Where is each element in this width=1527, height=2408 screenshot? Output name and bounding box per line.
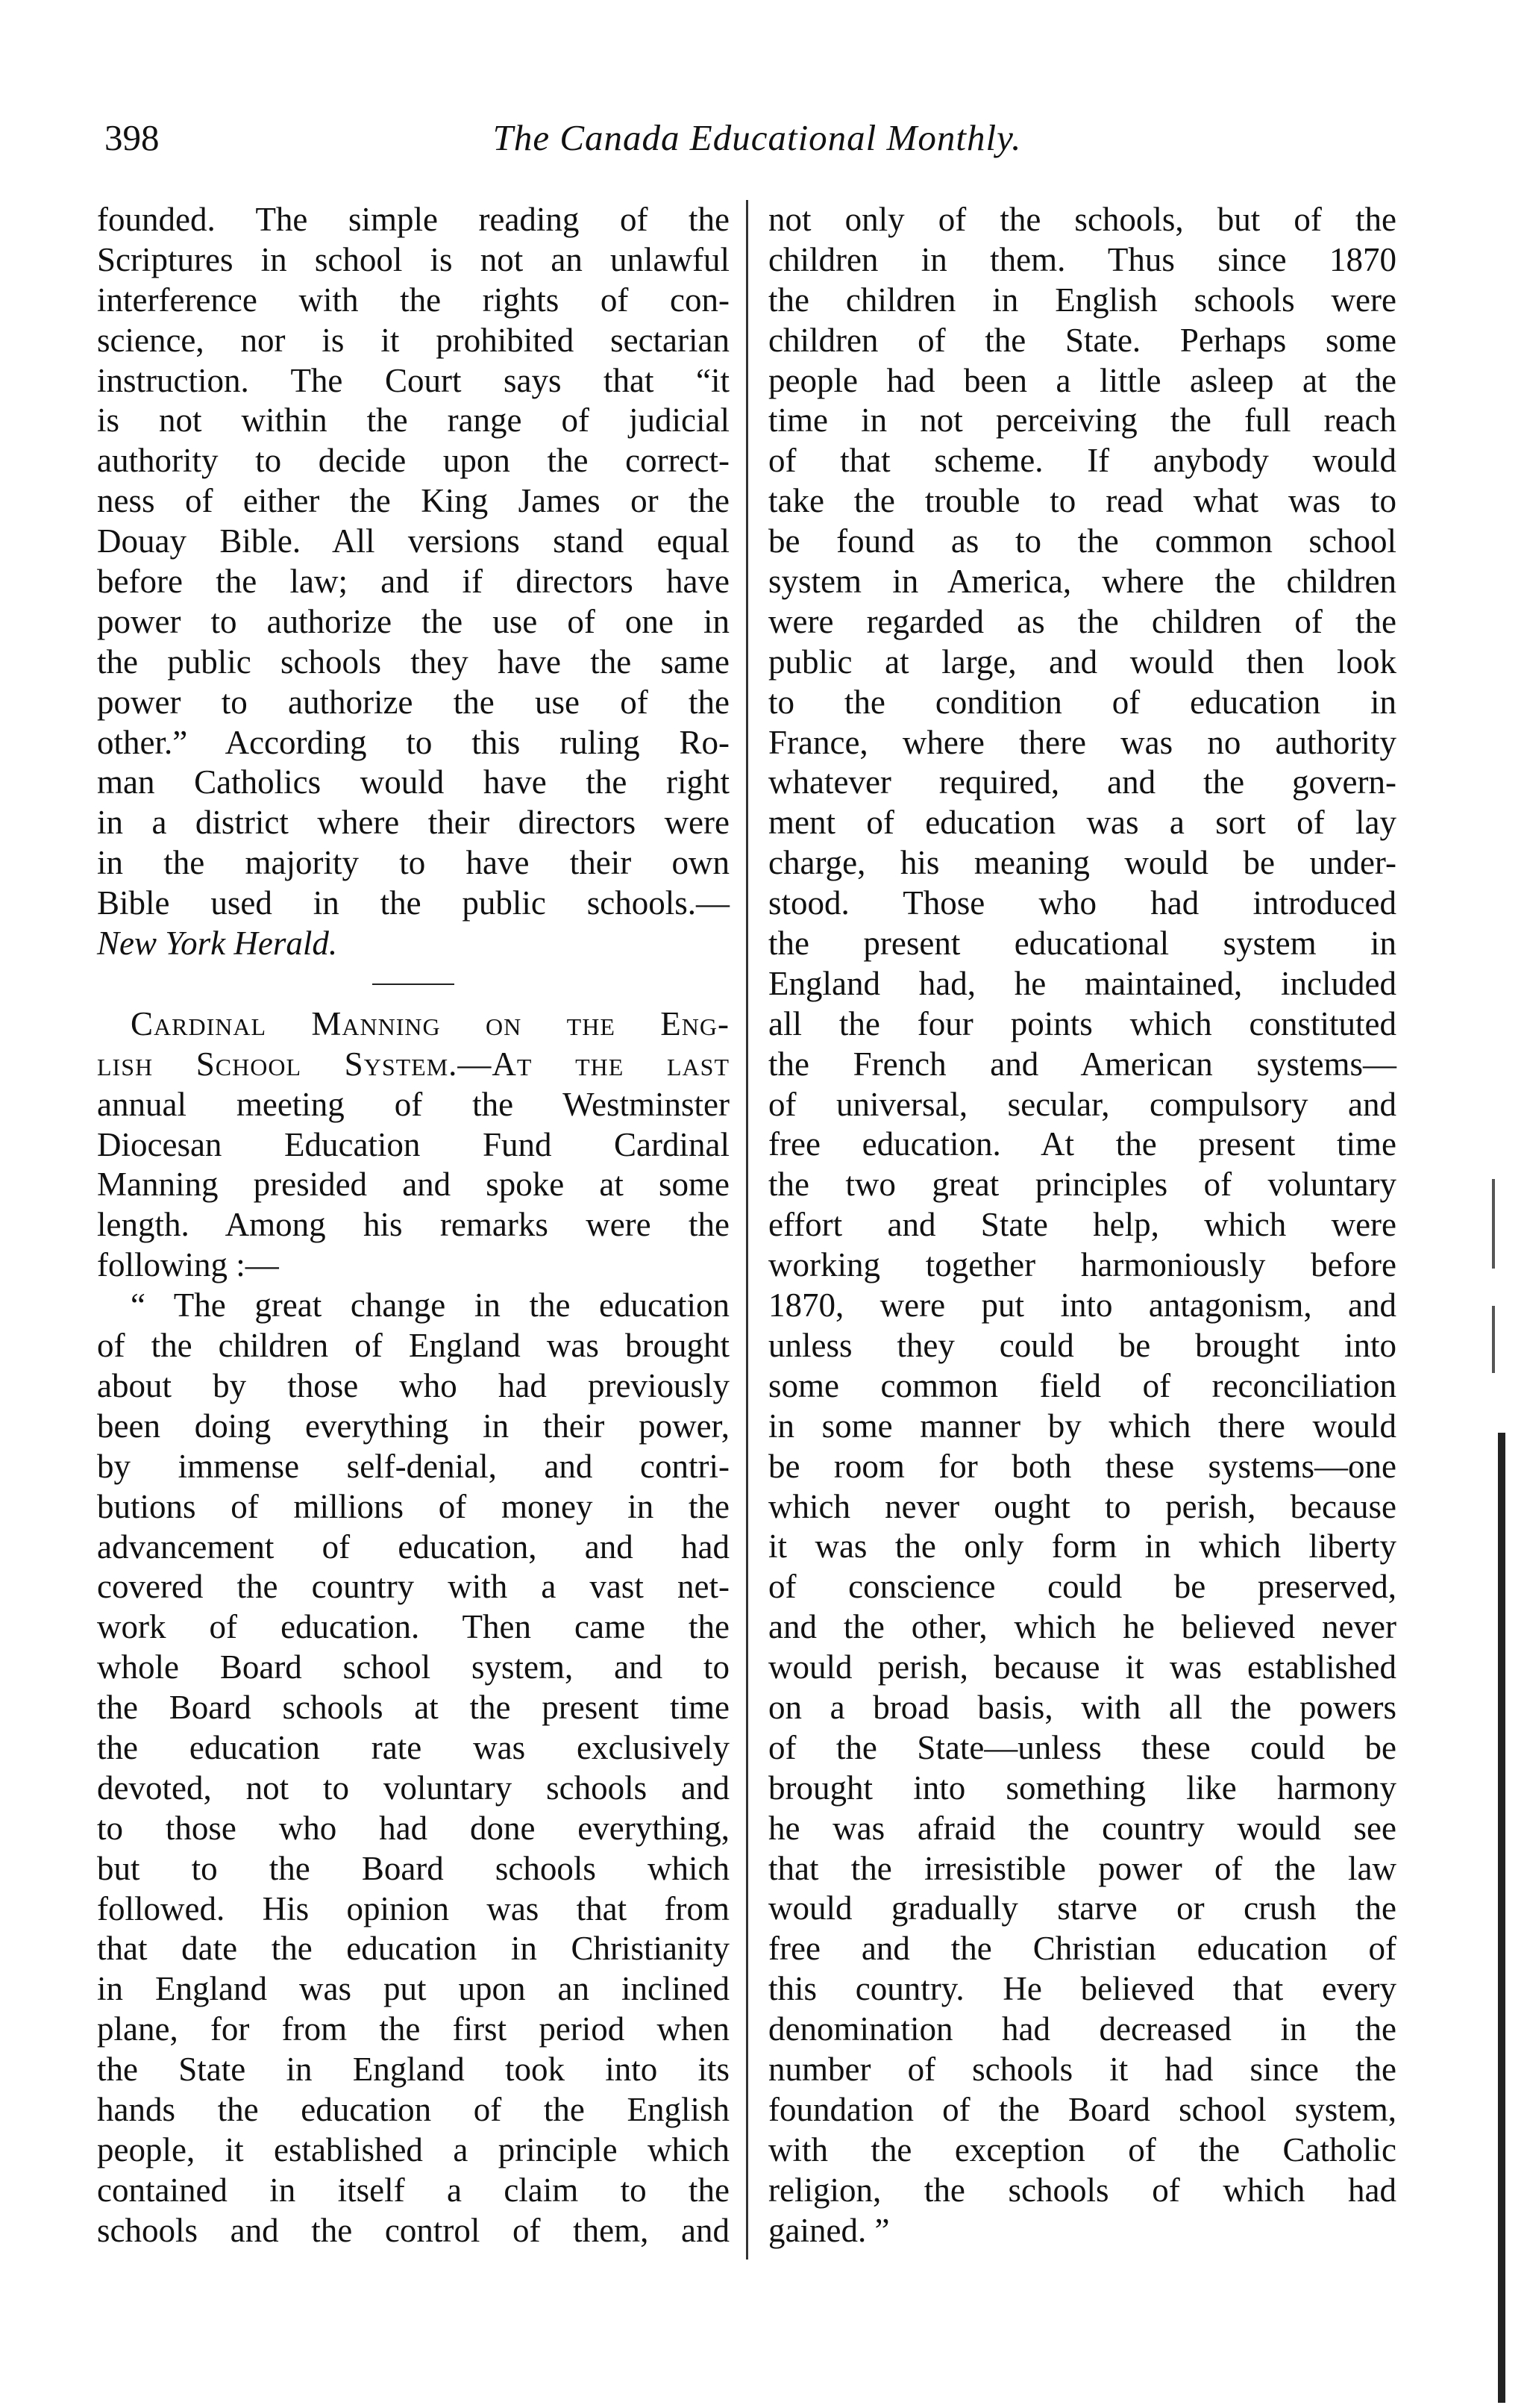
page-number: 398 — [104, 117, 160, 158]
text-line: be found as to the common school — [768, 522, 1396, 560]
text-line: of the children of England was brought — [97, 1327, 730, 1365]
text-line: the French and American systems— — [768, 1045, 1396, 1083]
text-line: number of schools it had since the — [768, 2050, 1396, 2088]
text-line: all the four points which constituted — [768, 1004, 1396, 1042]
text-line: man Catholics would have the right — [97, 763, 730, 801]
text-line: power to authorize the use of one in — [97, 602, 730, 640]
text-line: the two great principles of voluntary — [768, 1166, 1396, 1204]
text-line: system in America, where the children — [768, 563, 1396, 601]
text-line: but to the Board schools which — [97, 1849, 730, 1887]
text-line: instruction. The Court says that “it — [97, 361, 730, 399]
text-line: free education. At the present time — [768, 1125, 1396, 1163]
right-column — [768, 200, 1396, 2251]
text-line: devoted, not to voluntary schools and — [97, 1769, 730, 1807]
text-line: is not within the range of judicial — [97, 401, 730, 440]
scan-edge-shadow — [1498, 1433, 1505, 2403]
text-line: about by those who had previously — [97, 1366, 730, 1404]
text-line: time in not perceiving the full reach — [768, 401, 1396, 440]
text-line: to the condition of education in — [768, 683, 1396, 721]
text-line: would perish, because it was established — [768, 1648, 1396, 1686]
text-line: Bible used in the public schools.— — [97, 884, 730, 922]
text-line: some common field of reconciliation — [768, 1366, 1396, 1404]
text-line: brought into something like harmony — [768, 1769, 1396, 1807]
text-line: were regarded as the children of the — [768, 602, 1396, 640]
text-line: schools and the control of them, and — [97, 2211, 730, 2249]
scan-edge-mark — [1492, 1179, 1495, 1269]
text-line: hands the education of the English — [97, 2090, 730, 2128]
text-line: religion, the schools of which had — [768, 2171, 1396, 2209]
text-line: annual meeting of the Westminster — [97, 1085, 730, 1123]
scan-edge-mark — [1492, 1306, 1495, 1373]
text-line: butions of millions of money in the — [97, 1487, 730, 1525]
text-line: plane, for from the first period when — [97, 2010, 730, 2048]
text-line: to those who had done everything, — [97, 1809, 730, 1847]
article-heading: lish School System.—At the last — [97, 1045, 730, 1083]
column-divider — [746, 200, 748, 2260]
text-line: Scriptures in school is not an unlawful — [97, 240, 730, 278]
text-line: Manning presided and spoke at some — [97, 1166, 730, 1204]
text-line: denomination had decreased in the — [768, 2010, 1396, 2048]
source-byline: New York Herald. — [97, 925, 338, 963]
text-line: by immense self-denial, and contri- — [97, 1447, 730, 1485]
text-line: charge, his meaning would be under- — [768, 844, 1396, 882]
text-line: Douay Bible. All versions stand equal — [97, 522, 730, 560]
text-line: 1870, were put into antagonism, and — [768, 1286, 1396, 1325]
text-line: England had, he maintained, included — [768, 964, 1396, 1002]
text-line: ness of either the King James or the — [97, 482, 730, 520]
page-header — [104, 112, 1410, 164]
text-line: effort and State help, which were — [768, 1206, 1396, 1244]
text-line: on a broad basis, with all the powers — [768, 1688, 1396, 1726]
text-line: the children in English schools were — [768, 281, 1396, 319]
section-separator — [372, 983, 454, 985]
text-line: children in them. Thus since 1870 — [768, 240, 1396, 278]
running-title: The Canada Educational Monthly. — [492, 117, 1022, 158]
text-line: Diocesan Education Fund Cardinal — [97, 1125, 730, 1163]
article-cardinal-manning — [97, 1004, 730, 2251]
text-line: the Board schools at the present time — [97, 1689, 730, 1727]
text-line: foundation of the Board school system, — [768, 2090, 1396, 2128]
text-line: other.” According to this ruling Ro- — [97, 723, 730, 761]
text-line: working together harmoniously before — [768, 1246, 1396, 1284]
text-line: work of education. Then came the — [97, 1608, 730, 1646]
text-line: children of the State. Perhaps some — [768, 321, 1396, 359]
text-line: ment of education was a sort of lay — [768, 804, 1396, 842]
text-line: whole Board school system, and to — [97, 1648, 730, 1686]
text-line: not only of the schools, but of the — [768, 201, 1396, 238]
text-line: and the other, which he believed never — [768, 1608, 1396, 1646]
text-line: take the trouble to read what was to — [768, 482, 1396, 520]
text-line: people had been a little asleep at the — [768, 361, 1396, 399]
text-line: interference with the rights of con- — [97, 281, 730, 319]
text-line: that the irresistible power of the law — [768, 1849, 1396, 1887]
text-line: public at large, and would then look — [768, 642, 1396, 681]
left-column — [97, 200, 730, 2251]
text-line: of the State—unless these could be — [768, 1728, 1396, 1766]
text-line: would gradually starve or crush the — [768, 1889, 1396, 1927]
text-line: advancement of education, and had — [97, 1527, 730, 1566]
text-line: science, nor is it prohibited sectarian — [97, 321, 730, 359]
text-line: contained in itself a claim to the — [97, 2171, 730, 2209]
text-line: length. Among his remarks were the — [97, 1206, 730, 1244]
text-line: whatever required, and the govern- — [768, 763, 1396, 801]
text-line: of conscience could be preserved, — [768, 1568, 1396, 1606]
text-line: be room for both these systems—one — [768, 1447, 1396, 1485]
text-line: which never ought to perish, because — [768, 1487, 1396, 1525]
text-line: in the majority to have their own — [97, 844, 730, 882]
text-line: “ The great change in the education — [131, 1286, 730, 1325]
text-line: followed. His opinion was that from — [97, 1889, 730, 1927]
text-line: the public schools they have the same — [97, 642, 730, 681]
text-line: gained. ” — [768, 2211, 890, 2249]
text-line: before the law; and if directors have — [97, 563, 730, 601]
text-line: stood. Those who had introduced — [768, 884, 1396, 922]
text-line: of universal, secular, compulsory and — [768, 1085, 1396, 1123]
text-line: authority to decide upon the correct- — [97, 442, 730, 480]
text-line: he was afraid the country would see — [768, 1809, 1396, 1847]
text-line: that date the education in Christianity — [97, 1930, 730, 1968]
text-line: the education rate was exclusively — [97, 1728, 730, 1766]
text-line: in some manner by which there would — [768, 1407, 1396, 1445]
text-line: unless they could be brought into — [768, 1326, 1396, 1364]
text-line: with the exception of the Catholic — [768, 2130, 1396, 2168]
text-line: in England was put upon an inclined — [97, 1970, 730, 2008]
text-line: power to authorize the use of the — [97, 683, 730, 721]
text-line: been doing everything in their power, — [97, 1407, 730, 1445]
paragraph-scripture-ruling — [97, 200, 730, 964]
text-line: it was the only form in which liberty — [768, 1527, 1396, 1566]
text-line: France, where there was no authority — [768, 723, 1396, 761]
article-heading: Cardinal Manning on the Eng- — [131, 1004, 730, 1042]
text-line: following :— — [97, 1246, 279, 1284]
text-line: covered the country with a vast net- — [97, 1568, 730, 1606]
text-line: in a district where their directors were — [97, 804, 730, 842]
text-line: people, it established a principle which — [97, 2130, 730, 2168]
text-line: founded. The simple reading of the — [97, 201, 730, 238]
text-line: the State in England took into its — [97, 2051, 730, 2089]
text-line: the present educational system in — [768, 925, 1396, 963]
text-line: this country. He believed that every — [768, 1970, 1396, 2008]
text-line: of that scheme. If anybody would — [768, 442, 1396, 480]
text-line: free and the Christian education of — [768, 1930, 1396, 1968]
